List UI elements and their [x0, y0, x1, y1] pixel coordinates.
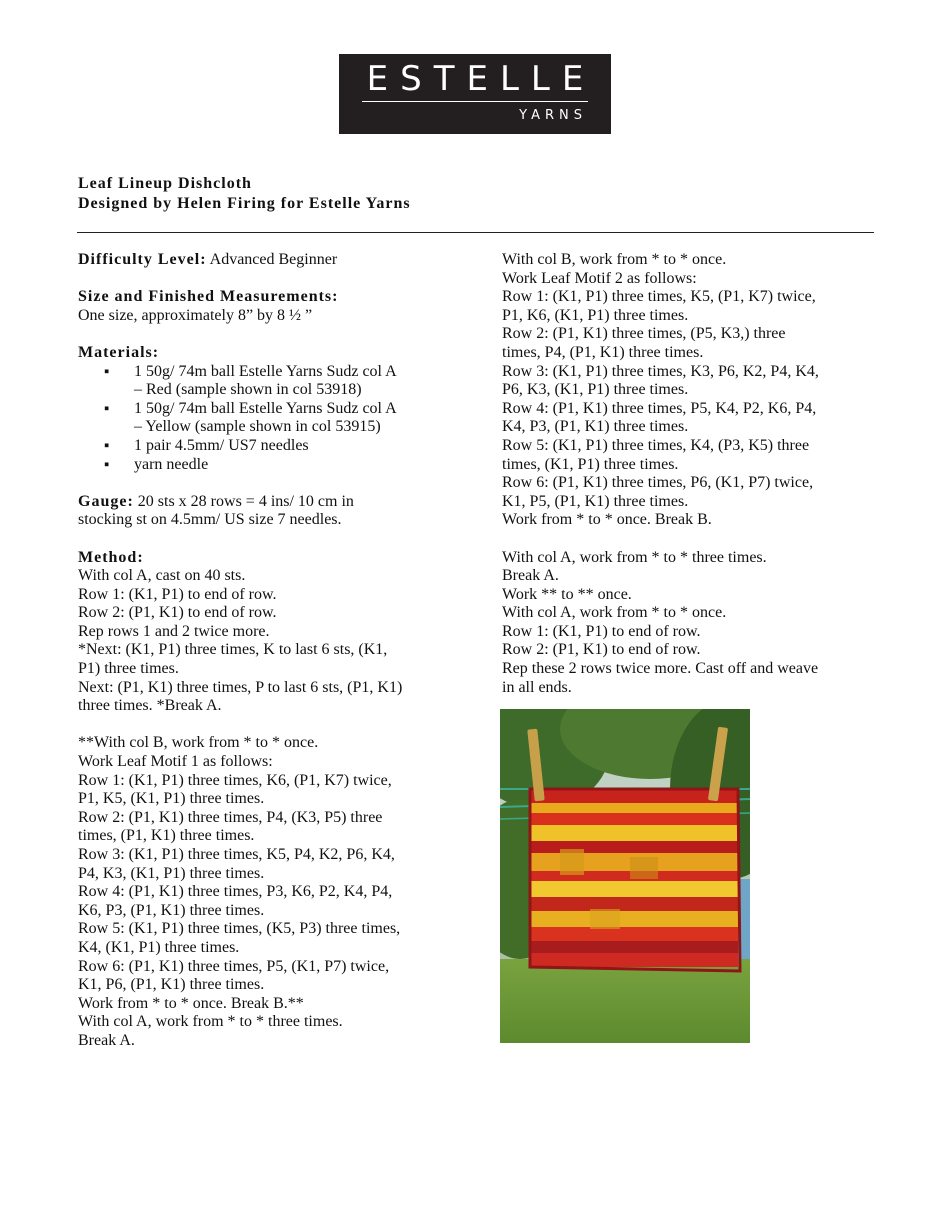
method-line: Row 6: (P1, K1) three times, P6, (K1, P7) twice,	[502, 474, 814, 492]
material-item: ▪ 1 50g/ 74m ball Estelle Yarns Sudz col A	[78, 400, 473, 419]
method-line: Row 3: (K1, P1) three times, K5, P4, K2, P6, K4,	[78, 846, 395, 863]
pattern-title: Leaf Lineup Dishcloth	[78, 175, 252, 192]
method-line: Row 4: (P1, K1) three times, P5, K4, P2, K6, P4,	[502, 399, 817, 417]
method-label: Method:	[78, 548, 144, 566]
pattern-heading	[78, 174, 411, 214]
method-line: P4, K3, (K1, P1) three times.	[78, 864, 265, 882]
gauge-value: 20 sts x 28 rows = 4 ins/ 10 cm in	[133, 492, 354, 510]
method-line: K4, (K1, P1) three times.	[78, 938, 240, 956]
materials-label: Materials:	[78, 343, 160, 361]
method-line: P1, K6, (K1, P1) three times.	[502, 306, 689, 324]
method-line: in all ends.	[502, 678, 572, 696]
logo-divider	[362, 101, 588, 102]
right-column	[502, 251, 882, 697]
method-line: P6, K3, (K1, P1) three times.	[502, 381, 689, 399]
method-line: Row 4: (P1, K1) three times, P3, K6, P2, K4, P4,	[78, 883, 393, 901]
method-line: K1, P5, (P1, K1) three times.	[502, 492, 689, 510]
method-line: Row 2: (P1, K1) three times, (P5, K3,) three	[502, 325, 786, 343]
method-line: times, (P1, K1) three times.	[78, 827, 255, 845]
method-line: Row 3: (K1, P1) three times, K3, P6, K2, P4, K4,	[502, 362, 819, 380]
method-line: K6, P3, (P1, K1) three times.	[78, 901, 265, 919]
method-line: Break A.	[78, 1031, 135, 1049]
size-value: One size, approximately 8” by 8 ½ ”	[78, 306, 313, 324]
method-line: Row 1: (K1, P1) three times, K5, (P1, K7) twice,	[502, 288, 816, 306]
material-item-cont: – Red (sample shown in col 53918)	[134, 381, 362, 399]
logo-wordmark: ESTELLE	[366, 59, 596, 99]
left-column	[78, 251, 473, 1051]
difficulty-label: Difficulty Level:	[78, 251, 207, 268]
method-line: Work from * to * once. Break B.**	[78, 994, 304, 1012]
material-item: ▪ 1 50g/ 74m ball Estelle Yarns Sudz col A	[78, 363, 473, 382]
method-line: Work from * to * once. Break B.	[502, 511, 712, 529]
method-line: Next: (P1, K1) three times, P to last 6 sts, (P1, K1)	[78, 678, 403, 696]
logo-subtitle: YARNS	[519, 108, 587, 123]
method-line: Row 1: (K1, P1) to end of row.	[78, 585, 277, 603]
method-line: times, (K1, P1) three times.	[502, 455, 679, 473]
difficulty-value: Advanced Beginner	[206, 251, 338, 268]
method-line: With col A, work from * to * once.	[502, 604, 727, 622]
method-line: *Next: (K1, P1) three times, K to last 6 sts, (K1,	[78, 641, 388, 659]
method-line: K4, P3, (P1, K1) three times.	[502, 418, 689, 436]
method-line: Work Leaf Motif 2 as follows:	[502, 269, 697, 287]
method-line: P1, K5, (K1, P1) three times.	[78, 790, 265, 808]
difficulty	[78, 251, 473, 270]
method-line: **With col B, work from * to * once.	[78, 734, 319, 752]
method-line: Work ** to ** once.	[502, 585, 632, 603]
header-divider	[77, 232, 874, 233]
dishcloth-photo	[500, 709, 750, 1043]
method-line: Row 5: (K1, P1) three times, K4, (P3, K5) three	[502, 436, 810, 454]
method-line: P1) three times.	[78, 660, 179, 678]
method-line: With col A, work from * to * three times.	[502, 548, 767, 566]
method-line: With col B, work from * to * once.	[502, 251, 727, 268]
method-line: Row 6: (P1, K1) three times, P5, (K1, P7) twice,	[78, 957, 390, 975]
designer-credit: Designed by Helen Firing for Estelle Yarns	[78, 195, 411, 212]
method-line: times, P4, (P1, K1) three times.	[502, 343, 704, 361]
method-line: With col A, cast on 40 sts.	[78, 567, 246, 585]
method-line: With col A, work from * to * three times.	[78, 1013, 343, 1031]
method-line: K1, P6, (P1, K1) three times.	[78, 976, 265, 994]
method-line: Rep rows 1 and 2 twice more.	[78, 622, 270, 640]
method-line: Row 2: (P1, K1) to end of row.	[78, 604, 277, 622]
material-item: ▪ 1 pair 4.5mm/ US7 needles	[78, 437, 473, 456]
gauge-value-cont: stocking st on 4.5mm/ US size 7 needles.	[78, 511, 342, 529]
method-line: Work Leaf Motif 1 as follows:	[78, 753, 273, 771]
gauge-label: Gauge:	[78, 492, 134, 510]
method-line: Rep these 2 rows twice more. Cast off and weave	[502, 660, 819, 678]
method-line: three times. *Break A.	[78, 697, 222, 715]
method-line: Row 2: (P1, K1) to end of row.	[502, 641, 701, 659]
brand-logo	[339, 54, 611, 134]
method-line: Row 1: (K1, P1) to end of row.	[502, 622, 701, 640]
size-label: Size and Finished Measurements:	[78, 288, 339, 306]
material-item-cont: – Yellow (sample shown in col 53915)	[134, 418, 381, 436]
gauge	[78, 493, 473, 512]
method-line: Row 2: (P1, K1) three times, P4, (K3, P5) three	[78, 808, 383, 826]
material-item: ▪ yarn needle	[78, 456, 473, 475]
method-line: Row 1: (K1, P1) three times, K6, (P1, K7) twice,	[78, 771, 392, 789]
method-line: Row 5: (K1, P1) three times, (K5, P3) three times,	[78, 920, 401, 938]
method-line: Break A.	[502, 567, 559, 585]
